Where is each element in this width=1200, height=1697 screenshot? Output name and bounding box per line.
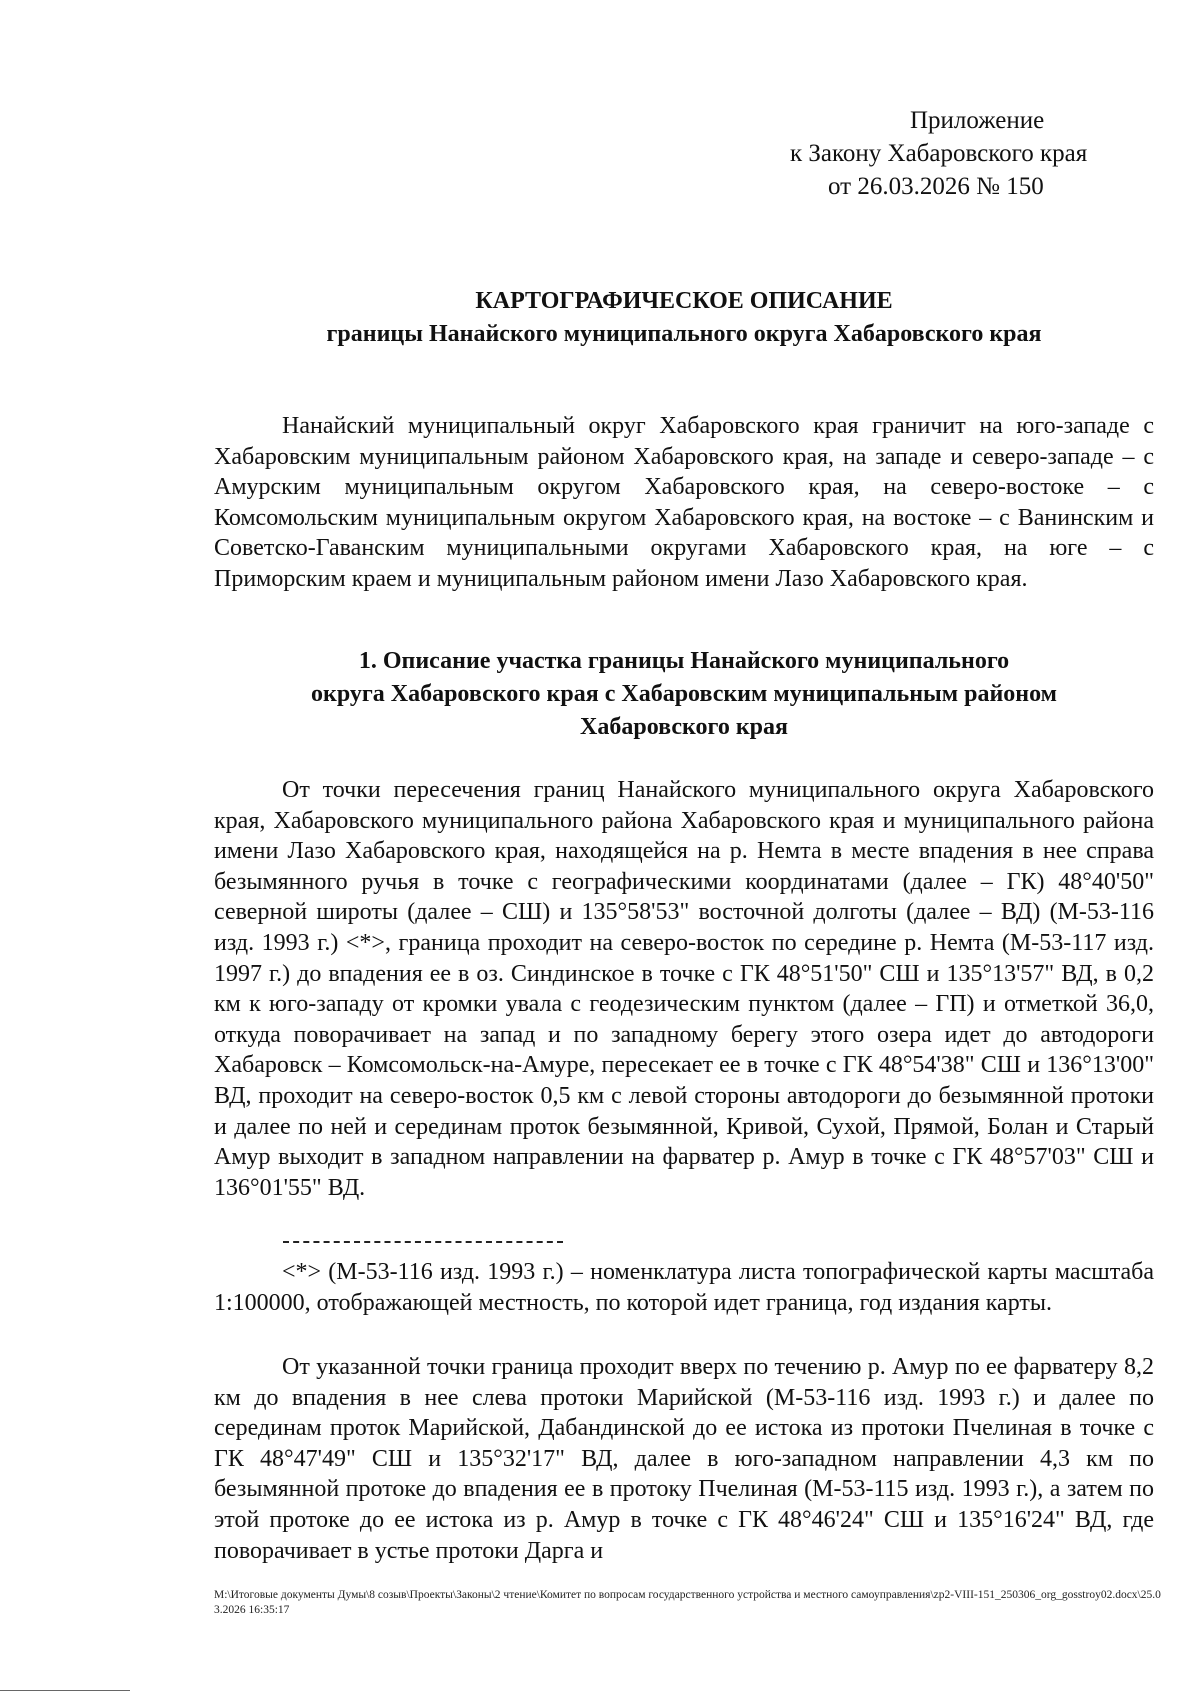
footnote-separator: [283, 1241, 563, 1243]
section1-heading-line1: 1. Описание участка границы Нанайского муниципального: [358, 648, 1010, 674]
footnote-text: <*> (М-53-116 изд. 1993 г.) – номенклатура листа топографической карты масштаба 1:100000, отображающей местность, по которой идет граница, год издания карты.: [214, 1259, 1154, 1316]
document-title: [214, 285, 1154, 351]
footnote-block: [214, 1257, 1154, 1318]
bottom-edge-line: [0, 1690, 130, 1691]
appendix-law-reference: к Закону Хабаровского края: [790, 140, 1088, 167]
continued-paragraph: От указанной точки граница проходит вверх по течению р. Амур по ее фарватеру 8,2 км до впадения в нее слева протоки Марийской (М-53-116 изд. 1993 г.) и далее по серединам проток Марийской, Дабандинской до ее истока из протоки Пчелиная в точке с ГК 48°47'49" СШ и 135°32'17" ВД, далее в юго-западном направлении 4,3 км по безымянной протоке до впадения ее в протоку Пчелиная (М-53-115 изд. 1993 г.), а затем по этой протоке до ее истока из р. Амур в точке с ГК 48°46'24" СШ и 135°16'24" ВД, где поворачивает в устье протоки Дарга и: [214, 1354, 1154, 1564]
section1-heading: [214, 645, 1154, 744]
appendix-header: [790, 104, 1150, 203]
section1-heading-line3: Хабаровского края: [580, 714, 788, 740]
intro-section: [214, 411, 1154, 595]
appendix-label: Приложение: [910, 107, 1045, 134]
appendix-date-number: от 26.03.2026 № 150: [828, 173, 1044, 200]
intro-paragraph: Нанайский муниципальный округ Хабаровского края граничит на юго-западе с Хабаровским муниципальным районом Хабаровского края, на западе и северо-западе – с Амурским муниципальным округом Хабаровского края, на северо-востоке – с Комсомольским муниципальным округом Хабаровского края, на востоке – с Ванинским и Советско-Гаванским муниципальными округами Хабаровского края, на юге – с Приморским краем и муниципальным районом имени Лазо Хабаровского края.: [214, 413, 1154, 592]
title-subtitle: границы Нанайского муниципального округа Хабаровского края: [326, 321, 1042, 347]
continued-section: [214, 1352, 1154, 1566]
title-main: КАРТОГРАФИЧЕСКОЕ ОПИСАНИЕ: [475, 288, 893, 314]
section1-heading-line2: округа Хабаровского края с Хабаровским муниципальным районом: [310, 681, 1058, 707]
section1-body: [214, 775, 1154, 1203]
footer-file-path: M:\Итоговые документы Думы\8 созыв\Проекты\Законы\2 чтение\Комитет по вопросам государственного устройства и местного самоуправления\zp2-VIII-151_250306_org_gosstroy02.docx\25.03.2026 16:35:17: [214, 1589, 1161, 1616]
section1-paragraph: От точки пересечения границ Нанайского муниципального округа Хабаровского края, Хабаровского муниципального района Хабаровского края и муниципального района имени Лазо Хабаровского края, находящейся на р. Немта в месте впадения в нее справа безымянного ручья в точке с географическими координатами (далее – ГК) 48°40'50" северной широты (далее – СШ) и 135°58'53" восточной долготы (далее – ВД) (М-53-116 изд. 1993 г.) <*>, граница проходит на северо-восток по середине р. Немта (М-53-117 изд. 1997 г.) до впадения ее в оз. Синдинское в точке с ГК 48°51'50" СШ и 135°13'57" ВД, в 0,2 км к юго-западу от кромки увала с геодезическим пунктом (далее – ГП) и отметкой 36,0, откуда поворачивает на запад и по западному берегу этого озера идет до автодороги Хабаровск – Комсомольск-на-Амуре, пересекает ее в точке с ГК 48°54'38" СШ и 136°13'00" ВД, проходит на северо-восток 0,5 км с левой стороны автодороги до безымянной протоки и далее по ней и серединам проток безымянной, Кривой, Сухой, Прямой, Болан и Старый Амур выходит в западном направлении на фарватер р. Амур в точке с ГК 48°57'03" СШ и 136°01'55" ВД.: [214, 777, 1154, 1201]
